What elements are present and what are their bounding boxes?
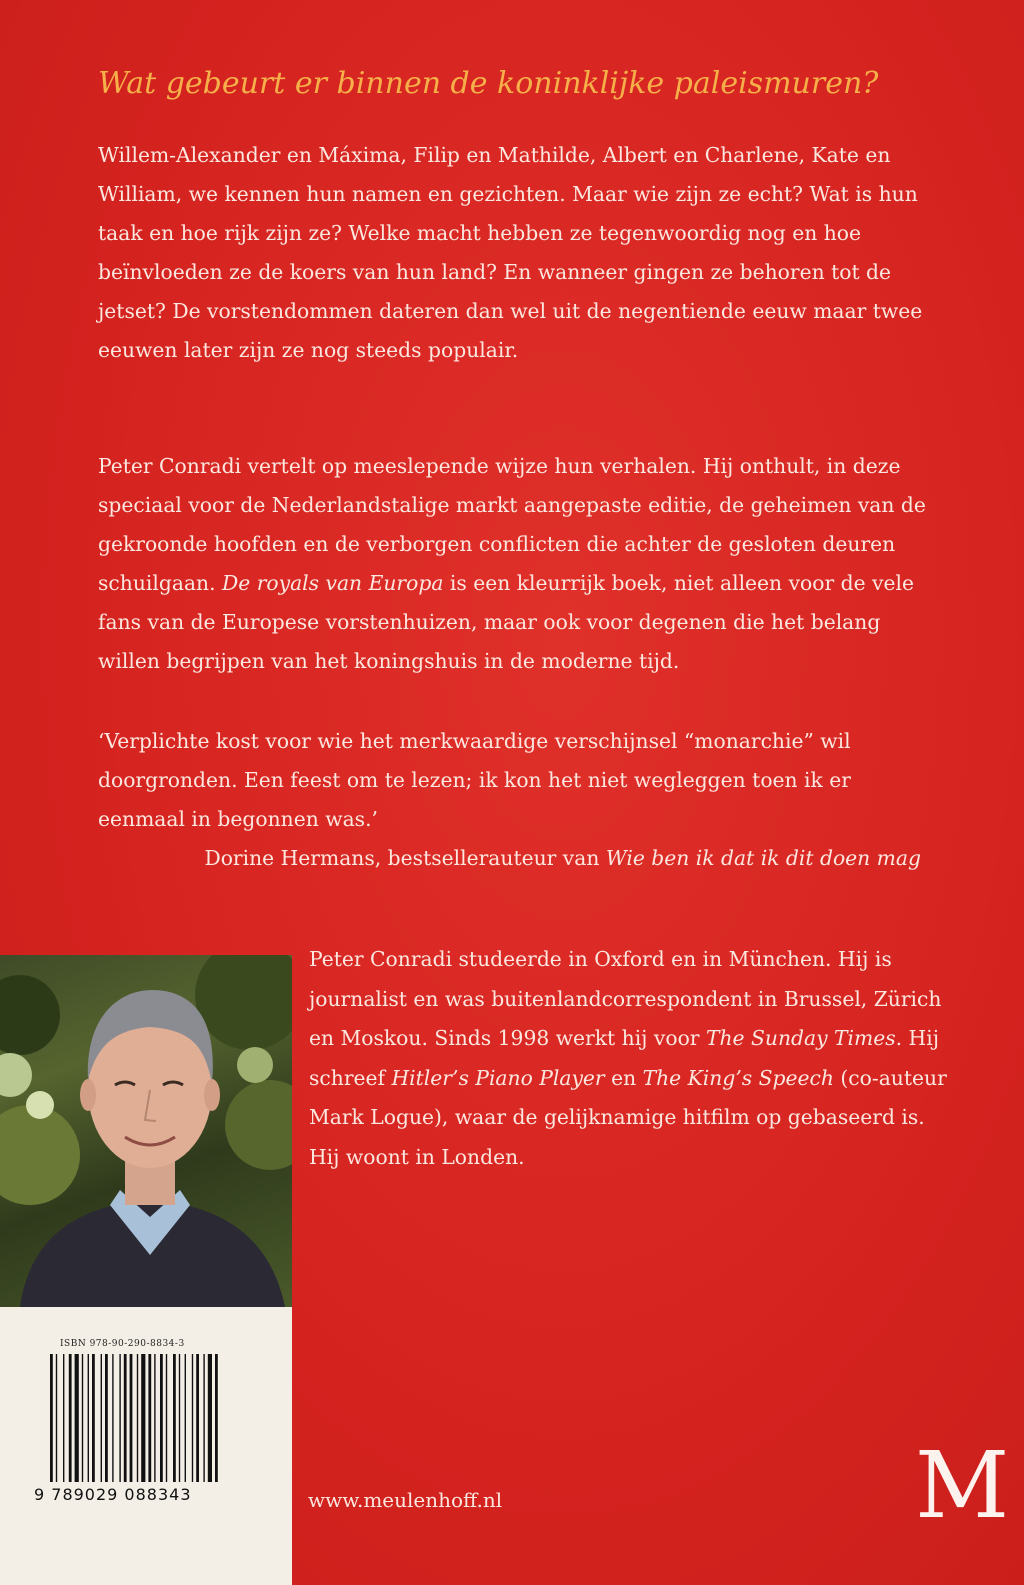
barcode-bar [112, 1354, 113, 1482]
barcode-bar [75, 1354, 79, 1482]
author-photo [0, 955, 292, 1307]
bio-text-4: (co-auteur Mark Logue), waar de gelijknamige hitfilm op gebaseerd is. Hij woont in Londen. [309, 1065, 947, 1169]
barcode-bar [203, 1354, 204, 1482]
attribution-book-title: Wie ben ik dat ik dit doen mag [605, 846, 921, 870]
bio-title-sunday-times: The Sunday Times [705, 1026, 896, 1050]
tagline: Wat gebeurt er binnen de koninklijke paleismuren? [98, 66, 879, 101]
review-quote [98, 722, 943, 878]
blurb-text-2-before: Peter Conradi vertelt op meeslepende wijze hun verhalen. Hij onthult, in deze speciaal voor de Nederlandstalige markt aangepaste editie, de geheimen van de gekroonde hoofden en de verborgen conflicten die achter de gesloten deuren schuilgaan. [98, 454, 926, 595]
blurb-text-2-after: is een kleurrijk boek, niet alleen voor de vele fans van de Europese vorstenhuizen, maar ook voor degenen die het belang willen begrijpen van het koningshuis in de moderne tijd. [98, 571, 914, 673]
quote-attribution [98, 839, 943, 878]
barcode-bar [105, 1354, 108, 1482]
barcode-bar [82, 1354, 83, 1482]
barcode-bar [185, 1354, 186, 1482]
barcode-bar [196, 1354, 199, 1482]
blurb-text-1: Willem-Alexander en Máxima, Filip en Mathilde, Albert en Charlene, Kate en William, we kennen hun namen en gezichten. Maar wie zijn ze echt? Wat is hun taak en hoe rijk zijn ze? Welke macht hebben ze tegenwoordig nog en hoe beïnvloeden ze de koers van hun land? En wanneer gingen ze behoren tot de jetset? De vorstendommen dateren dan wel uit de negentiende eeuw maar twee eeuwen later zijn ze nog steeds populair. [98, 143, 923, 362]
blurb-paragraph-2 [98, 447, 943, 681]
barcode-bar [130, 1354, 133, 1482]
barcode-bar [192, 1354, 193, 1482]
barcode-panel [0, 1307, 292, 1585]
publisher-website[interactable]: www.meulenhoff.nl [308, 1488, 503, 1512]
barcode-bar [69, 1354, 72, 1482]
bio-title-piano-player: Hitler’s Piano Player [391, 1065, 605, 1090]
barcode-bar [215, 1354, 218, 1482]
publisher-logo: M [915, 1432, 1008, 1539]
barcode-bar [208, 1354, 212, 1482]
barcode-bar [154, 1354, 155, 1482]
barcode-bar [92, 1354, 95, 1482]
bio-text-1: Peter Conradi studeerde in Oxford en in München. Hij is journalist en was buitenlandcorrespondent in Brussel, Zürich en Moskou. Sinds 1998 werkt hij voor [309, 947, 942, 1050]
isbn-label: ISBN 978-90-290-8834-3 [60, 1339, 185, 1349]
barcode-bar [141, 1354, 145, 1482]
barcode-bar [179, 1354, 180, 1482]
book-title: De royals van Europa [222, 571, 444, 595]
barcode-bar [173, 1354, 176, 1482]
blurb-text-2 [98, 447, 943, 681]
barcode-bar [124, 1354, 127, 1482]
barcode-bar [101, 1354, 102, 1482]
bio-text-3: en [604, 1065, 643, 1090]
barcode-bar [148, 1354, 151, 1482]
attribution-author: Dorine Hermans, bestsellerauteur van [204, 846, 606, 870]
barcode-bar [56, 1354, 57, 1482]
barcode-bar [166, 1354, 167, 1482]
barcode-bar [63, 1354, 64, 1482]
quote-text: ‘Verplichte kost voor wie het merkwaardige verschijnsel “monarchie” wil doorgronden. Een feest om te lezen; ik kon het niet wegleggen toen ik er eenmaal in begonnen was.’ [98, 729, 851, 831]
barcode [50, 1354, 230, 1482]
barcode-bar [88, 1354, 89, 1482]
barcode-bar [137, 1354, 138, 1482]
author-bio [309, 940, 949, 1177]
bio-text-2: . Hij schreef [309, 1026, 940, 1090]
barcode-bar [119, 1354, 120, 1482]
barcode-bar [160, 1354, 163, 1482]
bio-title-kings-speech: The King’s Speech [642, 1065, 834, 1090]
barcode-bar [50, 1354, 53, 1482]
blurb-paragraph-1 [98, 136, 943, 370]
author-portrait-illustration [0, 955, 292, 1307]
ean-number: 9 789029 088343 [34, 1485, 192, 1504]
